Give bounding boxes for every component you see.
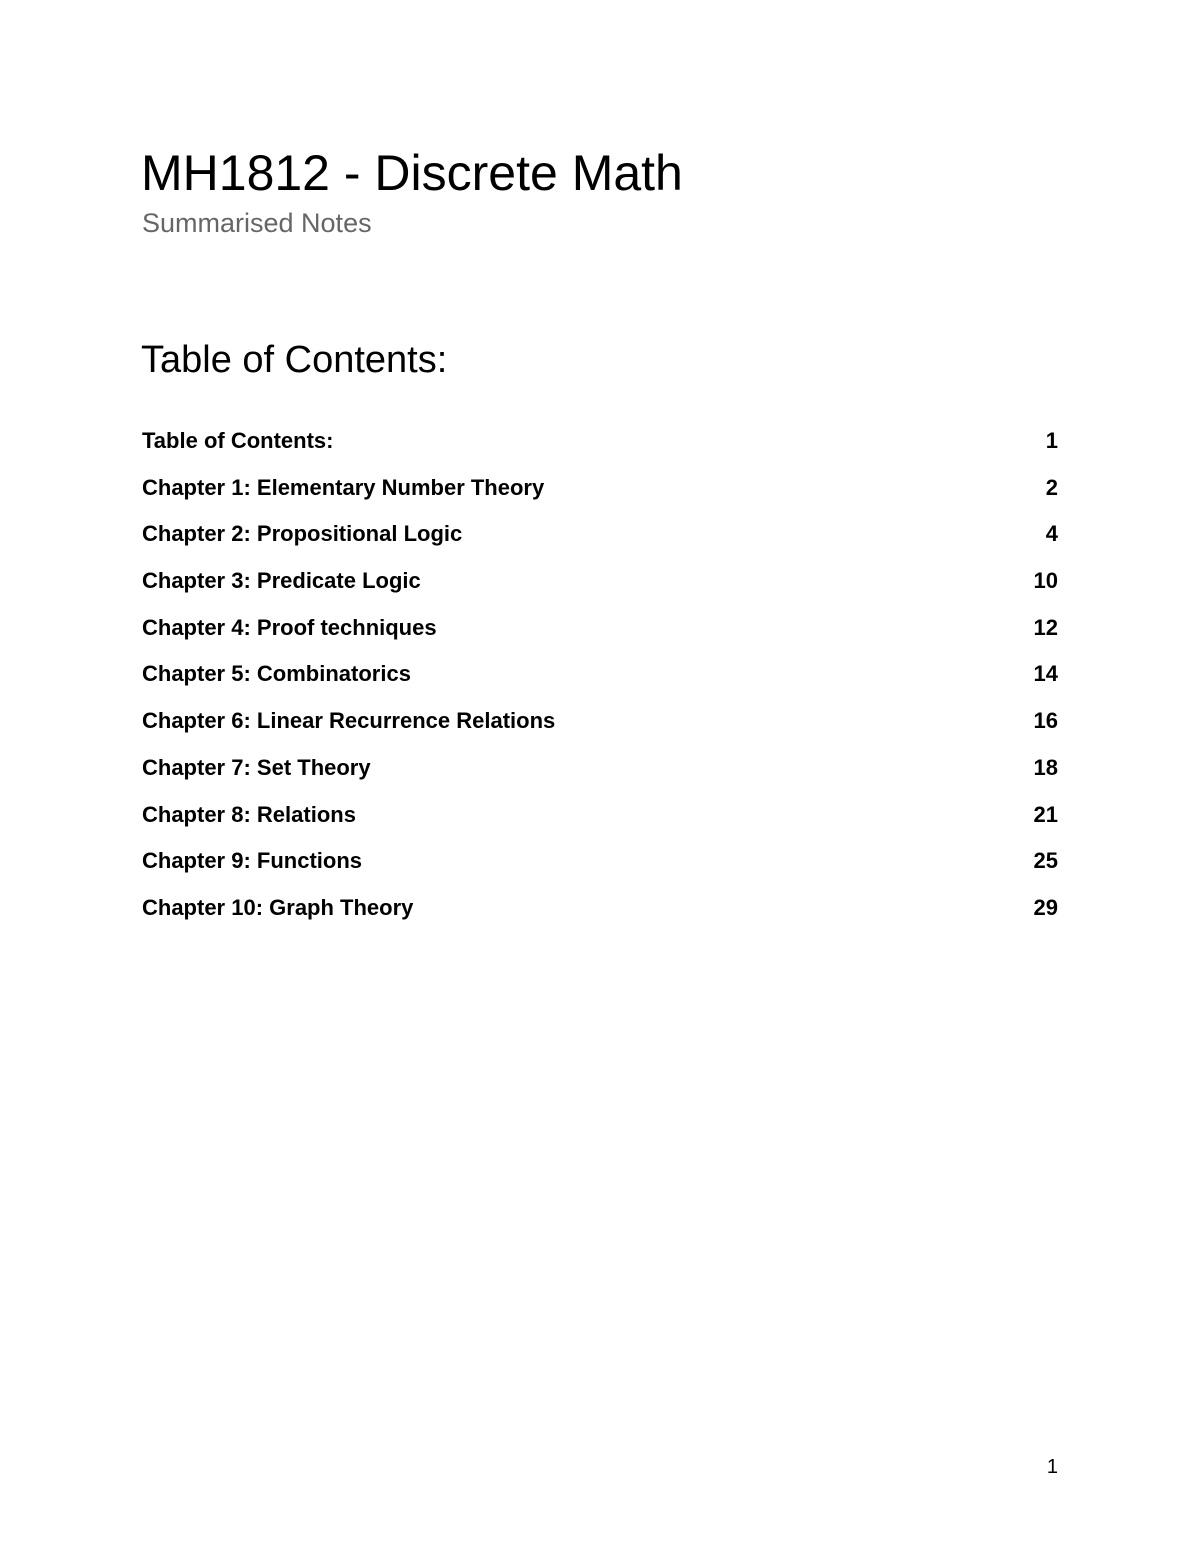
toc-entry-chapter-5[interactable] bbox=[142, 659, 1058, 706]
toc-entry-chapter-2[interactable] bbox=[142, 519, 1058, 566]
toc-entry-label: Chapter 4: Proof techniques bbox=[142, 614, 437, 640]
toc-entry-page: 4 bbox=[1045, 521, 1058, 547]
toc-entry-chapter-6[interactable] bbox=[142, 706, 1058, 753]
toc-entry-label: Table of Contents: bbox=[142, 428, 334, 453]
page-number: 1 bbox=[1046, 1456, 1058, 1478]
toc-entry-label: Chapter 8: Relations bbox=[142, 801, 356, 827]
toc-entry-label: Chapter 1: Elementary Number Theory bbox=[142, 474, 545, 500]
toc-entry-chapter-9[interactable] bbox=[142, 846, 1058, 893]
toc-entry-label: Chapter 6: Linear Recurrence Relations bbox=[142, 708, 556, 734]
toc-entry-page: 2 bbox=[1045, 474, 1058, 500]
toc-entry-chapter-8[interactable] bbox=[142, 800, 1058, 847]
toc-entry-chapter-10[interactable] bbox=[142, 893, 1058, 940]
toc-entry-chapter-7[interactable] bbox=[142, 753, 1058, 800]
toc-entry-table-of-contents[interactable] bbox=[142, 426, 1058, 473]
toc-entry-page: 12 bbox=[1033, 614, 1058, 640]
toc-entry-page: 29 bbox=[1033, 894, 1058, 920]
toc-heading: Table of Contents: bbox=[141, 339, 448, 381]
toc-entry-label: Chapter 2: Propositional Logic bbox=[142, 521, 463, 547]
toc-entry-page: 14 bbox=[1033, 661, 1058, 687]
document-subtitle: Summarised Notes bbox=[142, 208, 372, 238]
toc-entry-page: 25 bbox=[1033, 848, 1058, 874]
toc-entry-label: Chapter 7: Set Theory bbox=[142, 754, 371, 780]
table-of-contents bbox=[142, 426, 1058, 940]
toc-entry-chapter-4[interactable] bbox=[142, 613, 1058, 660]
toc-entry-page: 10 bbox=[1033, 568, 1058, 594]
toc-entry-label: Chapter 10: Graph Theory bbox=[142, 894, 414, 920]
toc-entry-chapter-1[interactable] bbox=[142, 473, 1058, 520]
toc-entry-page: 16 bbox=[1033, 708, 1058, 734]
toc-entry-label: Chapter 9: Functions bbox=[142, 848, 363, 874]
toc-entry-label: Chapter 5: Combinatorics bbox=[142, 661, 411, 687]
toc-entry-page: 1 bbox=[1045, 428, 1058, 453]
toc-entry-page: 18 bbox=[1033, 754, 1058, 780]
toc-entry-page: 21 bbox=[1033, 801, 1058, 827]
document-title: MH1812 - Discrete Math bbox=[141, 145, 683, 201]
toc-entry-chapter-3[interactable] bbox=[142, 566, 1058, 613]
toc-entry-label: Chapter 3: Predicate Logic bbox=[142, 568, 421, 594]
